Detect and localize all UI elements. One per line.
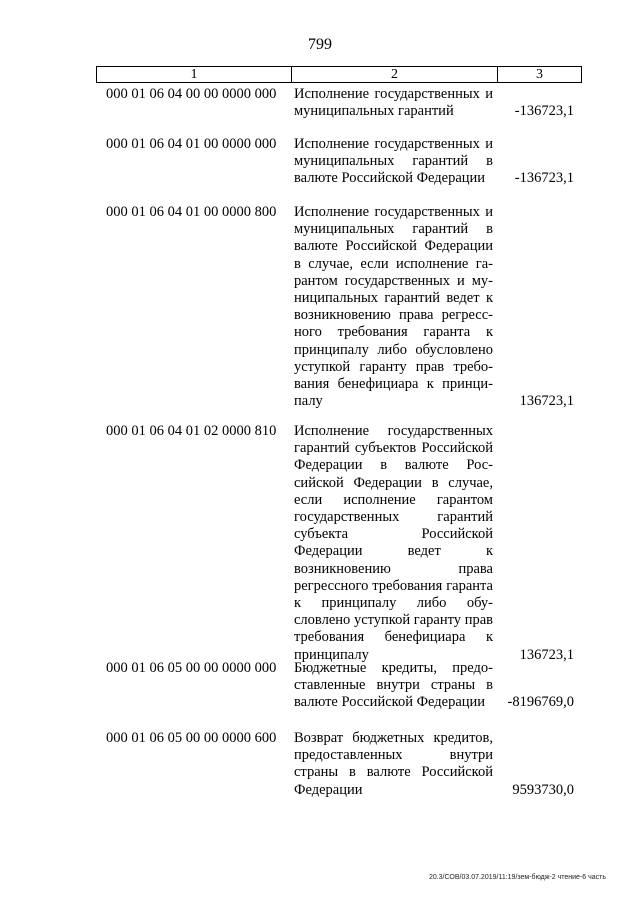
- footer-note: 20.3/СОВ/03.07.2019/11:19/зем-бюдж-2 чтение-6 часть: [428, 874, 606, 881]
- row-description: Исполнение государственных и муниципальных гарантий: [294, 86, 493, 120]
- row-amount: [497, 660, 582, 712]
- table-row: [96, 660, 582, 712]
- row-description: Исполнение государственных и муниципальных гарантий в валюте Российской Федерации в случае, если исполнение гарантом государственных и муниципальных гарантий ведет к возникновению права регрессного требования гаранта к принципалу либо обусловлено уступкой гаранту прав требования бенефициара к принципалу: [294, 204, 493, 410]
- row-description: Исполнение государственных гарантий субъектов Российской Федерации в валюте Российской Федерации в случае, если исполнение гарантом государственных гарантий субъекта Российской Федерации ведет к возникновению права регрессного требования гаранта к принципалу либо обусловлено уступкой гаранту прав требования бенефициара к принципалу: [294, 423, 493, 663]
- table-row: [96, 423, 582, 664]
- page-number: 799: [308, 36, 332, 53]
- row-amount: [497, 204, 582, 410]
- budget-code: 000 01 06 05 00 00 0000 000: [106, 660, 277, 676]
- row-amount: [497, 423, 582, 664]
- budget-code: 000 01 06 05 00 00 0000 600: [106, 730, 277, 746]
- amount-value: -8196769,0: [507, 694, 574, 711]
- row-description: Бюджетные кредиты, предоставленные внутри страны в валюте Российской Федерации: [294, 660, 493, 711]
- row-amount: [497, 86, 582, 120]
- row-amount: [497, 730, 582, 799]
- column-header-2: 2: [292, 67, 498, 82]
- amount-value: -136723,1: [514, 103, 574, 120]
- amount-value: -136723,1: [514, 170, 574, 187]
- amount-value: 9593730,0: [512, 781, 574, 798]
- budget-code: 000 01 06 04 01 00 0000 000: [106, 136, 277, 152]
- amount-value: 136723,1: [519, 393, 574, 410]
- row-description: Исполнение государственных и муниципальных гарантий в валюте Российской Федерации: [294, 136, 493, 187]
- table-header: [96, 66, 582, 83]
- budget-code: 000 01 06 04 01 00 0000 800: [106, 204, 277, 220]
- row-description: Возврат бюджетных кредитов, предоставленных внутри страны в валюте Российской Федерации: [294, 730, 493, 798]
- table-row: [96, 136, 582, 188]
- row-amount: [497, 136, 582, 188]
- table-row: [96, 86, 582, 120]
- budget-code: 000 01 06 04 01 02 0000 810: [106, 423, 277, 439]
- table-row: [96, 730, 582, 799]
- table-row: [96, 204, 582, 410]
- budget-code: 000 01 06 04 00 00 0000 000: [106, 86, 277, 102]
- amount-value: 136723,1: [519, 646, 574, 663]
- column-header-1: 1: [97, 67, 292, 82]
- column-header-3: 3: [536, 67, 543, 82]
